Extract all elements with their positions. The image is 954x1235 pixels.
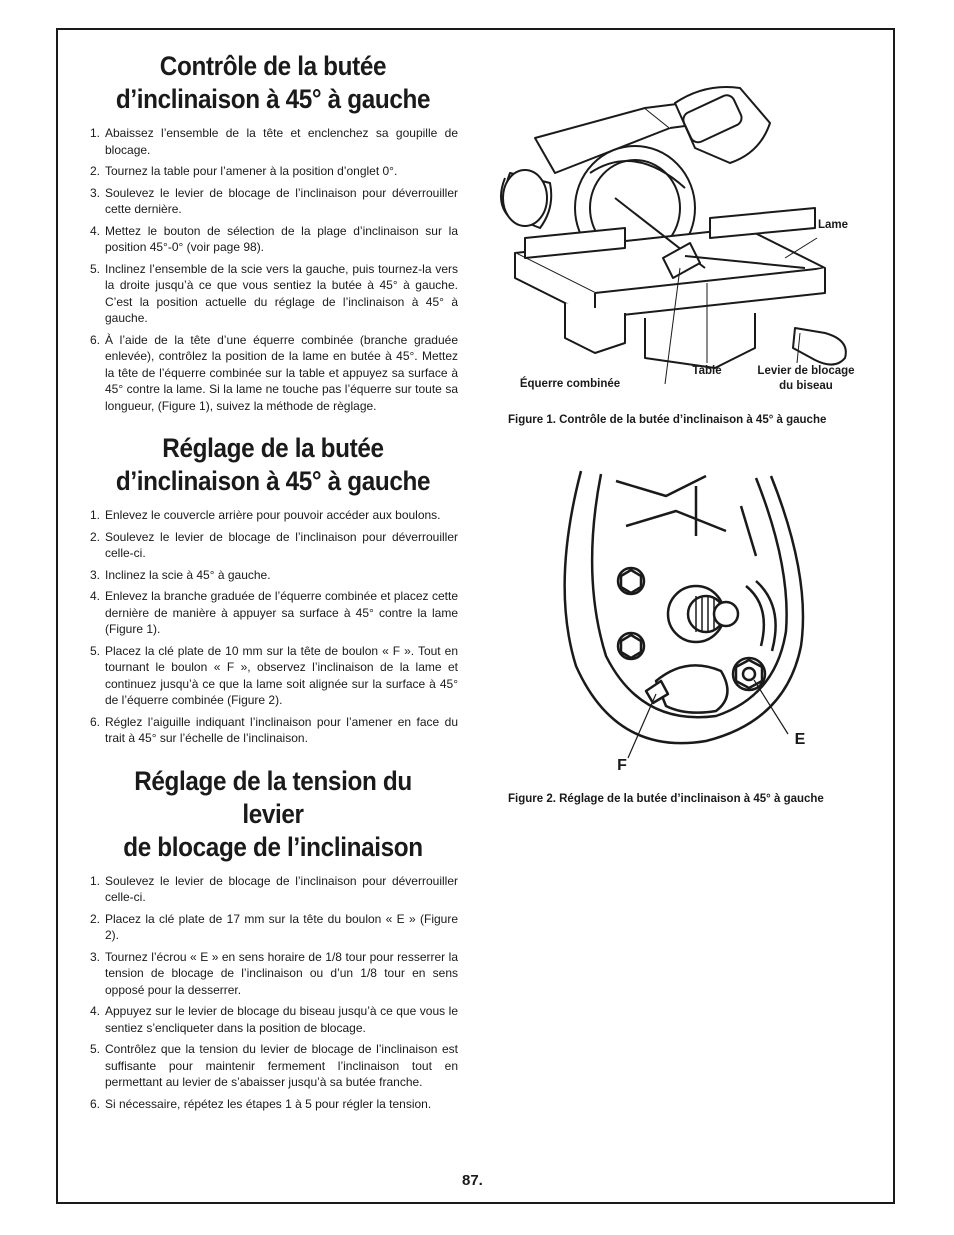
- step-text: Inclinez la scie à 45° à gauche.: [105, 567, 271, 582]
- section-title-check: [88, 50, 458, 116]
- label-f: F: [617, 757, 627, 774]
- step-number: 4.: [90, 1004, 101, 1018]
- step-number: 1.: [90, 508, 101, 522]
- step-item: [88, 163, 458, 180]
- step-text: Réglez l’aiguille indiquant l’inclinaison pour l’amener en face du trait à 45° sur l’échelle de l’inclinaison.: [105, 714, 458, 745]
- section-title-line2: de blocage de l’inclinaison: [123, 831, 423, 862]
- step-item: [88, 507, 458, 524]
- step-item: [88, 261, 458, 327]
- step-item: [88, 1003, 458, 1036]
- step-number: 6.: [90, 332, 101, 347]
- step-text: Mettez le bouton de sélection de la plage d’inclinaison sur la position 45°-0° (voir page 98).: [105, 223, 458, 254]
- step-text: Placez la clé plate de 17 mm sur la tête du boulon « E » (Figure 2).: [105, 911, 458, 942]
- step-text: Soulevez le levier de blocage de l’inclinaison pour déverrouiller celle-ci.: [105, 529, 458, 560]
- step-item: [88, 1041, 458, 1091]
- step-number: 5.: [90, 643, 101, 658]
- step-text: Contrôlez que la tension du levier de blocage de l’inclinaison est suffisante pour maintenir fermement l’inclinaison tout en permettant au levier de s’abaisser jusqu’à sa butée franche.: [105, 1042, 458, 1089]
- step-number: 3.: [90, 185, 101, 200]
- step-text: Enlevez la branche graduée de l’équerre combinée et placez cette dernière de manière à appuyer sa surface à 45° contre la lame (Figure 1).: [105, 589, 458, 636]
- step-item: [88, 1096, 458, 1113]
- step-number: 3.: [90, 949, 101, 964]
- steps-list-check: [88, 125, 458, 414]
- steps-list-adjust: [88, 507, 458, 747]
- label-levier: Levier de blocage du biseau: [757, 365, 855, 392]
- step-text: Tournez la table pour l’amener à la position d’onglet 0°.: [105, 164, 398, 178]
- text-column: [88, 50, 458, 1117]
- step-text: À l’aide de la tête d’une équerre combinée (branche graduée enlevée), contrôlez la position de la lame en butée à 45°. Mettez la tête de l’équerre combinée sur la table et appuyez sa surface à 45° contre la lame. Si la lame ne touche pas l’équerre sur toute sa longueur, (Figure 1), suivez la méthode de règlage.: [105, 332, 458, 413]
- step-number: 1.: [90, 873, 101, 888]
- figure2-caption: Figure 2. Réglage de la butée d’inclinaison à 45° à gauche: [508, 793, 824, 805]
- step-number: 1.: [90, 126, 101, 140]
- step-text: Abaissez l’ensemble de la tête et enclenchez sa goupille de blocage.: [105, 126, 458, 157]
- step-item: [88, 185, 458, 218]
- section-title-line1: Réglage de la butée: [162, 433, 384, 463]
- step-text: Enlevez le couvercle arrière pour pouvoir accéder aux boulons.: [105, 508, 441, 522]
- step-number: 5.: [90, 1042, 101, 1056]
- label-e: E: [794, 731, 806, 748]
- section-title-tension: [88, 765, 458, 864]
- figure2-illustration: [556, 466, 816, 766]
- step-item: [88, 643, 458, 709]
- step-item: [88, 873, 458, 906]
- page-number: 87.: [462, 1172, 483, 1189]
- figure1-illustration: [495, 78, 865, 388]
- section-title-line2: d’inclinaison à 45° à gauche: [115, 84, 431, 114]
- step-text: Soulevez le levier de blocage de l’inclinaison pour déverrouiller celle-ci.: [105, 873, 458, 904]
- step-item: [88, 567, 458, 584]
- step-item: [88, 529, 458, 562]
- step-item: [88, 332, 458, 415]
- step-item: [88, 223, 458, 256]
- step-number: 6.: [90, 1096, 101, 1111]
- step-text: Soulevez le levier de blocage de l’inclinaison pour déverrouiller cette dernière.: [105, 185, 458, 216]
- section-title-adjust: [88, 432, 458, 498]
- step-number: 2.: [90, 164, 101, 178]
- label-lame: Lame: [817, 219, 849, 231]
- step-text: Si nécessaire, répétez les étapes 1 à 5 pour régler la tension.: [105, 1096, 432, 1111]
- label-equerre: Équerre combinée: [519, 378, 621, 390]
- section-title-line1: Réglage de la tension du levier: [134, 765, 412, 829]
- step-item: [88, 714, 458, 747]
- figure1-caption: Figure 1. Contrôle de la butée d’inclinaison à 45° à gauche: [508, 414, 827, 426]
- section-title-line2: d’inclinaison à 45° à gauche: [115, 466, 431, 496]
- steps-list-tension: [88, 873, 458, 1113]
- step-item: [88, 588, 458, 638]
- step-number: 4.: [90, 223, 101, 238]
- step-number: 2.: [90, 911, 101, 926]
- label-table: Table: [692, 365, 722, 377]
- step-number: 5.: [90, 261, 101, 276]
- step-item: [88, 911, 458, 944]
- step-number: 2.: [90, 529, 101, 544]
- step-text: Placez la clé plate de 10 mm sur la tête de boulon « F ». Tout en tournant le boulon « F », observez l’inclinaison de la lame et continuez jusqu’à ce que la lame soit alignée sur la surface à 45° de l’équerre combinée (Figure 2).: [105, 643, 458, 707]
- section-title-line1: Contrôle de la butée: [159, 51, 387, 81]
- step-number: 6.: [90, 714, 101, 729]
- step-text: Inclinez l’ensemble de la scie vers la gauche, puis tournez-la vers la droite jusqu’à ce que vous sentiez la butée à 45° à gauche. C’est la position actuelle du réglage de l’inclinaison à 45° à gauche.: [105, 261, 458, 325]
- step-text: Tournez l’écrou « E » en sens horaire de 1/8 tour pour resserrer la tension de blocage de l’inclinaison ou d’un 1/8 tour en sens opposé pour la desserrer.: [105, 949, 458, 997]
- step-number: 4.: [90, 589, 101, 603]
- step-text: Appuyez sur le levier de blocage du biseau jusqu’à ce que vous le sentiez s’encliqueter dans la position de blocage.: [105, 1004, 458, 1035]
- step-number: 3.: [90, 567, 101, 582]
- step-item: [88, 949, 458, 999]
- step-item: [88, 125, 458, 158]
